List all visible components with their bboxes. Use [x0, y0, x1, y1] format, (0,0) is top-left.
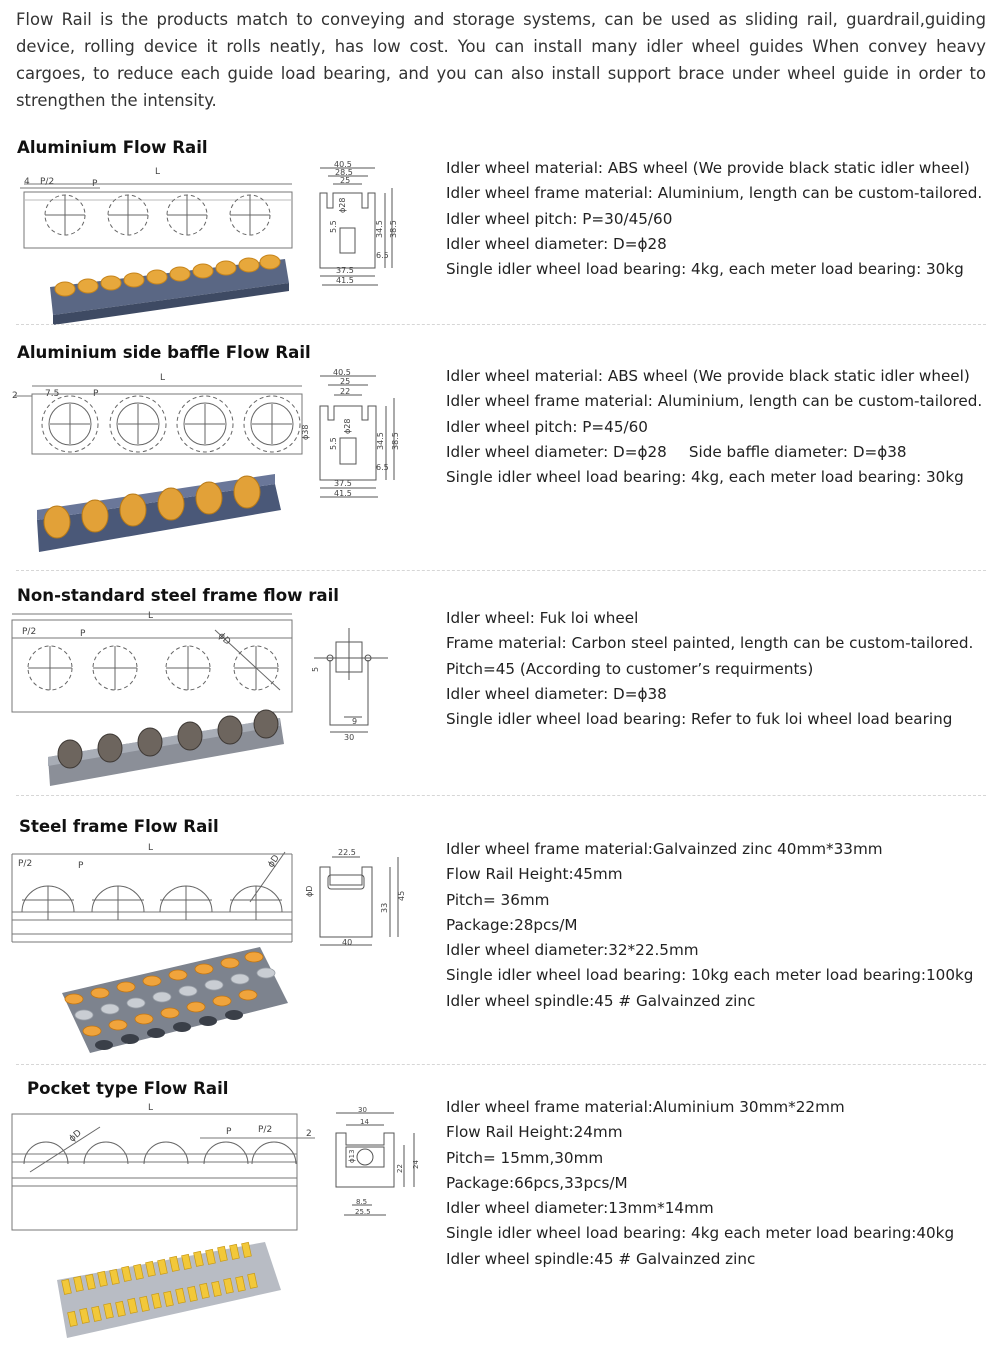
- spec-line: Idler wheel diameter:32*22.5mm: [446, 941, 699, 960]
- dim-label-L: L: [160, 373, 166, 383]
- spec-line: Single idler wheel load bearing: Refer to fuk loi wheel load bearing: [446, 710, 953, 729]
- dim-label-d: ϕD: [67, 1128, 84, 1145]
- section-title-side-baffle: Aluminium side baffle Flow Rail: [17, 343, 311, 362]
- profile-h345: 34.5: [376, 432, 385, 450]
- spec-line: Frame material: Carbon steel painted, length can be custom-tailored.: [446, 634, 974, 653]
- spec-line: Idler wheel pitch: P=30/45/60: [446, 209, 673, 228]
- dim-label-2: 2: [306, 1129, 312, 1139]
- profile-w285: 28.5: [335, 168, 353, 177]
- drawing-nonstandard-top: [10, 610, 300, 710]
- section-divider: [16, 324, 986, 325]
- section-title-nonstandard-steel: Non-standard steel frame flow rail: [17, 586, 339, 605]
- spec-line: Pitch= 15mm,30mm: [446, 1148, 604, 1167]
- spec-line: Single idler wheel load bearing: 4kg each meter load bearing:40kg: [446, 1224, 955, 1243]
- drawing-side-baffle-top: [10, 368, 310, 463]
- specs-steel-frame: [446, 837, 973, 1014]
- drawing-pocket-top: [10, 1102, 320, 1227]
- spec-line: Idler wheel frame material: Aluminium, length can be custom-tailored.: [446, 392, 983, 411]
- profile-h55: 5.5: [329, 220, 338, 233]
- profile-w14: 14: [360, 1118, 369, 1126]
- dim-label-d: ϕD: [266, 853, 282, 870]
- profile-w375: 37.5: [336, 266, 354, 275]
- spec-line: Idler wheel material: ABS wheel (We provide black static idler wheel): [446, 159, 970, 177]
- profile-nonstandard: [308, 620, 388, 745]
- profile-h385: 38.5: [391, 432, 400, 450]
- dim-label-p2: P/2: [258, 1125, 273, 1135]
- dim-label-L: L: [148, 1103, 154, 1113]
- dim-label-p2: P/2: [40, 177, 55, 187]
- intro-paragraph: Flow Rail is the products match to conveying and storage systems, can be used as sliding rail, guardrail,guiding device, rolling device it rolls neatly, has low cost. You can install many idler wheel guides When convey heavy cargoes, to reduce each guide load bearing, and you can also install support brace under wheel guide in order to strengthen the intensity.: [16, 10, 986, 110]
- profile-pocket: [322, 1105, 422, 1220]
- spec-line: [446, 440, 982, 465]
- dim-label-L: L: [148, 611, 154, 621]
- spec-line: Pitch= 36mm: [446, 890, 550, 909]
- profile-h65: 6.5: [376, 251, 389, 260]
- spec-line: Package:66pcs,33pcs/M: [446, 1173, 628, 1192]
- spec-line: Idler wheel spindle:45 # Galvainzed zinc: [446, 1249, 756, 1268]
- profile-side-baffle: [298, 368, 408, 503]
- profile-w25: 25: [340, 377, 351, 386]
- profile-w30: 30: [344, 733, 355, 742]
- profile-h345: 34.5: [375, 220, 384, 238]
- profile-h385: 38.5: [389, 220, 398, 238]
- dim-label-d: ϕD: [215, 631, 233, 648]
- spec-line: Single idler wheel load bearing: 4kg, each meter load bearing: 30kg: [446, 468, 964, 487]
- spec-line: Pitch=45 (According to customer’s requirments): [446, 659, 814, 678]
- specs-side-baffle: [446, 364, 982, 490]
- profile-h33: 33: [380, 902, 389, 913]
- profile-w415: 41.5: [336, 276, 354, 285]
- profile-w405: 40.5: [334, 160, 352, 169]
- dim-label-p: P: [78, 861, 84, 871]
- dim-label-p2: P/2: [18, 859, 33, 869]
- profile-d: ϕD: [305, 885, 314, 897]
- spec-line: Idler wheel material: ABS wheel (We provide black static idler wheel): [446, 367, 970, 385]
- section-title-pocket: Pocket type Flow Rail: [27, 1079, 229, 1098]
- profile-w30: 30: [358, 1106, 367, 1114]
- dim-label-2: 2: [12, 391, 18, 401]
- spec-line: Idler wheel frame material: Aluminium, length can be custom-tailored.: [446, 184, 983, 203]
- specs-nonstandard: [446, 606, 973, 732]
- spec-line: Idler wheel: Fuk loi wheel: [446, 609, 639, 627]
- profile-w25: 25: [340, 176, 351, 185]
- profile-aluminium: [300, 158, 410, 288]
- dim-label-p: P: [80, 629, 86, 639]
- spec-line: Idler wheel frame material:Aluminium 30mm*22mm: [446, 1098, 845, 1116]
- dim-label-p2: P/2: [22, 627, 37, 637]
- photo-pocket-rails: [55, 1240, 285, 1340]
- profile-d28: ϕ28: [338, 197, 347, 213]
- specs-pocket: [446, 1095, 954, 1272]
- profile-h55: 5.5: [329, 437, 338, 450]
- profile-w405: 40.5: [333, 368, 351, 377]
- photo-side-baffle-rail: [35, 470, 285, 560]
- section-divider: [16, 1064, 986, 1065]
- dim-label-p: P: [93, 389, 99, 399]
- profile-w375: 37.5: [334, 479, 352, 488]
- spec-line: Package:28pcs/M: [446, 915, 578, 934]
- dim-label-75: 7.5: [45, 389, 60, 399]
- section-divider: [16, 570, 986, 571]
- profile-d28: ϕ28: [343, 418, 352, 434]
- photo-nonstandard-rail: [40, 712, 290, 792]
- profile-w22: 22: [340, 387, 351, 396]
- spec-line: Flow Rail Height:24mm: [446, 1123, 623, 1142]
- dim-label-p: P: [92, 179, 98, 189]
- profile-w9: 9: [352, 717, 358, 726]
- photo-steel-frame-rails: [60, 945, 290, 1055]
- photo-aluminium-rail: [45, 255, 295, 335]
- spec-diam-wheel: Idler wheel diameter: D=ϕ28: [446, 442, 667, 461]
- section-divider: [16, 795, 986, 796]
- profile-h45: 45: [397, 890, 406, 901]
- dim-label-L: L: [148, 843, 154, 853]
- drawing-aluminium-top: [10, 160, 310, 255]
- dim-label-L: L: [155, 167, 161, 177]
- spec-line: Idler wheel diameter: D=ϕ38: [446, 684, 667, 703]
- spec-line: Idler wheel pitch: P=45/60: [446, 417, 648, 436]
- profile-w225: 22.5: [338, 848, 356, 857]
- dim-label-4: 4: [24, 177, 30, 187]
- profile-d13: ϕ13: [348, 1149, 356, 1163]
- profile-h65: 6.5: [376, 463, 389, 472]
- profile-h22: 22: [396, 1164, 404, 1173]
- drawing-steel-frame-top: [10, 842, 300, 942]
- specs-aluminium: [446, 156, 982, 282]
- profile-d38: ϕ38: [301, 424, 310, 440]
- spec-line: Idler wheel diameter: D=ϕ28: [446, 234, 667, 253]
- spec-line: Idler wheel spindle:45 # Galvainzed zinc: [446, 991, 756, 1010]
- profile-w40: 40: [342, 938, 353, 947]
- section-title-aluminium: Aluminium Flow Rail: [17, 138, 208, 157]
- spec-line: Flow Rail Height:45mm: [446, 865, 623, 884]
- spec-line: Idler wheel diameter:13mm*14mm: [446, 1199, 714, 1218]
- spec-diam-baffle: Side baffle diameter: D=ϕ38: [688, 442, 907, 461]
- profile-w415: 41.5: [334, 489, 352, 498]
- dim-label-p: P: [226, 1127, 232, 1137]
- profile-steel-frame: [300, 845, 410, 950]
- section-title-steel-frame: Steel frame Flow Rail: [19, 817, 219, 836]
- spec-line: Single idler wheel load bearing: 10kg each meter load bearing:100kg: [446, 966, 974, 985]
- spec-line: Idler wheel frame material:Galvainzed zinc 40mm*33mm: [446, 840, 883, 858]
- profile-h24: 24: [412, 1160, 420, 1169]
- profile-h5: 5: [311, 666, 320, 672]
- profile-w85: 8.5: [356, 1198, 368, 1206]
- profile-w255: 25.5: [355, 1208, 371, 1216]
- spec-line: Single idler wheel load bearing: 4kg, each meter load bearing: 30kg: [446, 260, 964, 279]
